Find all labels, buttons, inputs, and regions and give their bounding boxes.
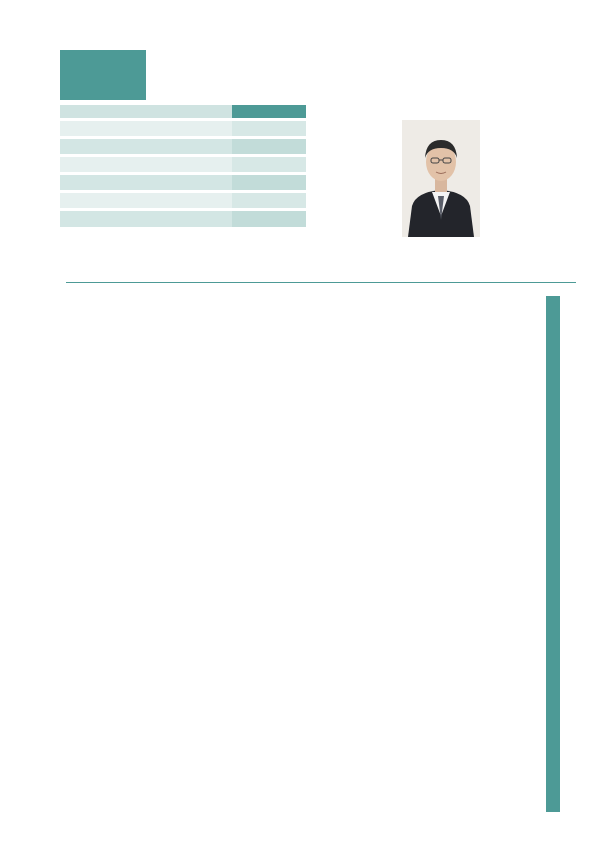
portrait-image [402, 120, 480, 237]
project-name [60, 209, 232, 227]
table-row [60, 173, 306, 191]
body-bottom-middle [213, 542, 390, 810]
project-amount [232, 137, 306, 155]
col-header-name [60, 105, 232, 119]
body-top-band [64, 298, 492, 498]
answer-heading [503, 330, 527, 810]
table-row [60, 155, 306, 173]
speaker-photo [402, 120, 480, 237]
representative-question-tag [60, 50, 146, 100]
carryover-projects-table [60, 105, 306, 227]
project-amount [232, 191, 306, 209]
body-bottom-right [392, 542, 492, 810]
table-row [60, 137, 306, 155]
project-amount [232, 209, 306, 227]
body-bottom-left [64, 542, 209, 810]
table-row [60, 119, 306, 137]
project-name [60, 191, 232, 209]
project-name [60, 155, 232, 173]
project-amount [232, 173, 306, 191]
project-name [60, 137, 232, 155]
project-name [60, 173, 232, 191]
table-row [60, 209, 306, 227]
question-heading [530, 330, 554, 810]
project-name [60, 119, 232, 137]
table-row [60, 191, 306, 209]
col-header-amount [232, 105, 306, 119]
project-amount [232, 155, 306, 173]
section-divider [66, 282, 576, 283]
project-amount [232, 119, 306, 137]
